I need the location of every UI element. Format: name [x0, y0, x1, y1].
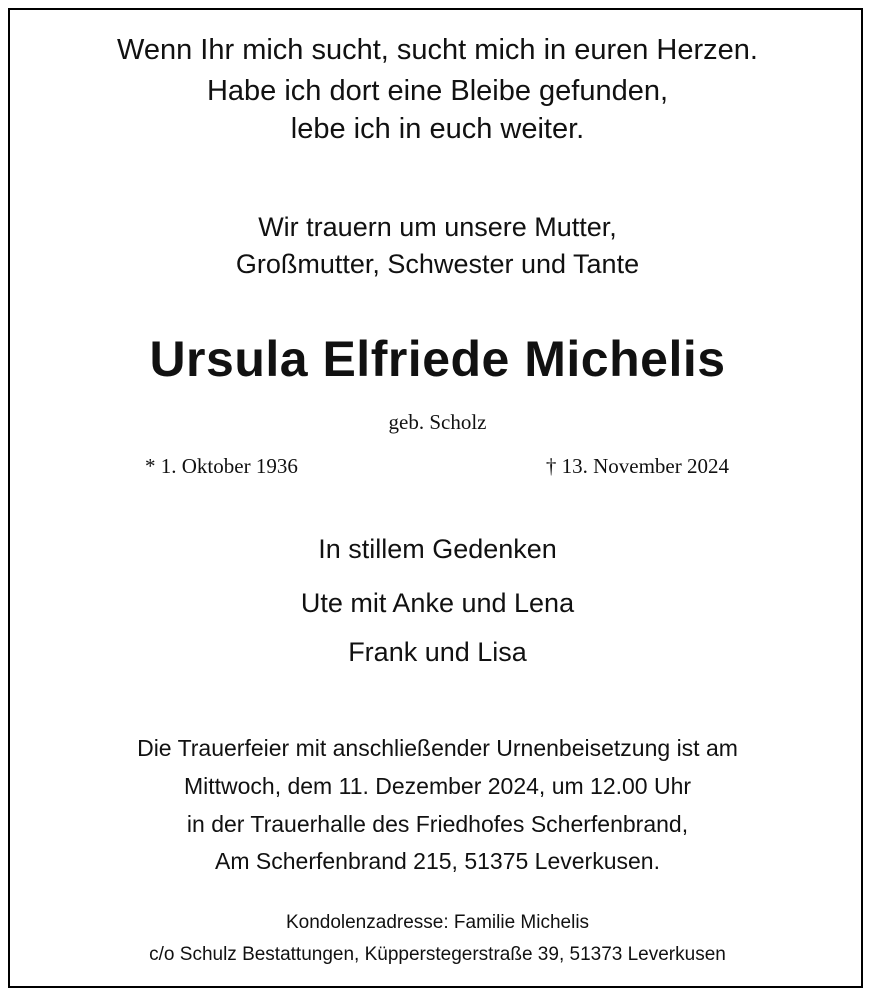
- poem-line-2: Habe ich dort eine Bleibe gefunden,: [206, 75, 669, 107]
- funeral-line-3: in der Trauerhalle des Friedhofes Scherfenbrand,: [186, 811, 689, 837]
- mourning-line-1: Wir trauern um unsere Mutter,: [258, 212, 617, 242]
- mourning-line-2: Großmutter, Schwester und Tante: [235, 249, 640, 279]
- condolence-line-2: c/o Schulz Bestattungen, Küpperstegerstraße 39, 51373 Leverkusen: [149, 944, 726, 965]
- funeral-line-1: Die Trauerfeier mit anschließender Urnenbeisetzung ist am: [137, 735, 738, 761]
- memorial-phrase: In stillem Gedenken: [318, 534, 557, 564]
- family-line-1: Ute mit Anke und Lena: [300, 588, 575, 618]
- funeral-line-2: Mittwoch, dem 11. Dezember 2024, um 12.00 Uhr: [183, 773, 692, 799]
- poem-line-1: Wenn Ihr mich sucht, sucht mich in euren Herzen.: [117, 34, 758, 66]
- birth-date: * 1. Oktober 1936: [145, 454, 298, 478]
- death-date: † 13. November 2024: [545, 454, 729, 478]
- birth-name: geb. Scholz: [388, 410, 487, 434]
- deceased-name: Ursula Elfriede Michelis: [149, 331, 726, 387]
- notice-border: [8, 8, 863, 988]
- condolence-line-1: Kondolenzadresse: Familie Michelis: [285, 912, 590, 933]
- poem-line-3: lebe ich in euch weiter.: [290, 113, 585, 145]
- family-line-2: Frank und Lisa: [348, 637, 527, 667]
- funeral-line-4: Am Scherfenbrand 215, 51375 Leverkusen.: [215, 848, 660, 874]
